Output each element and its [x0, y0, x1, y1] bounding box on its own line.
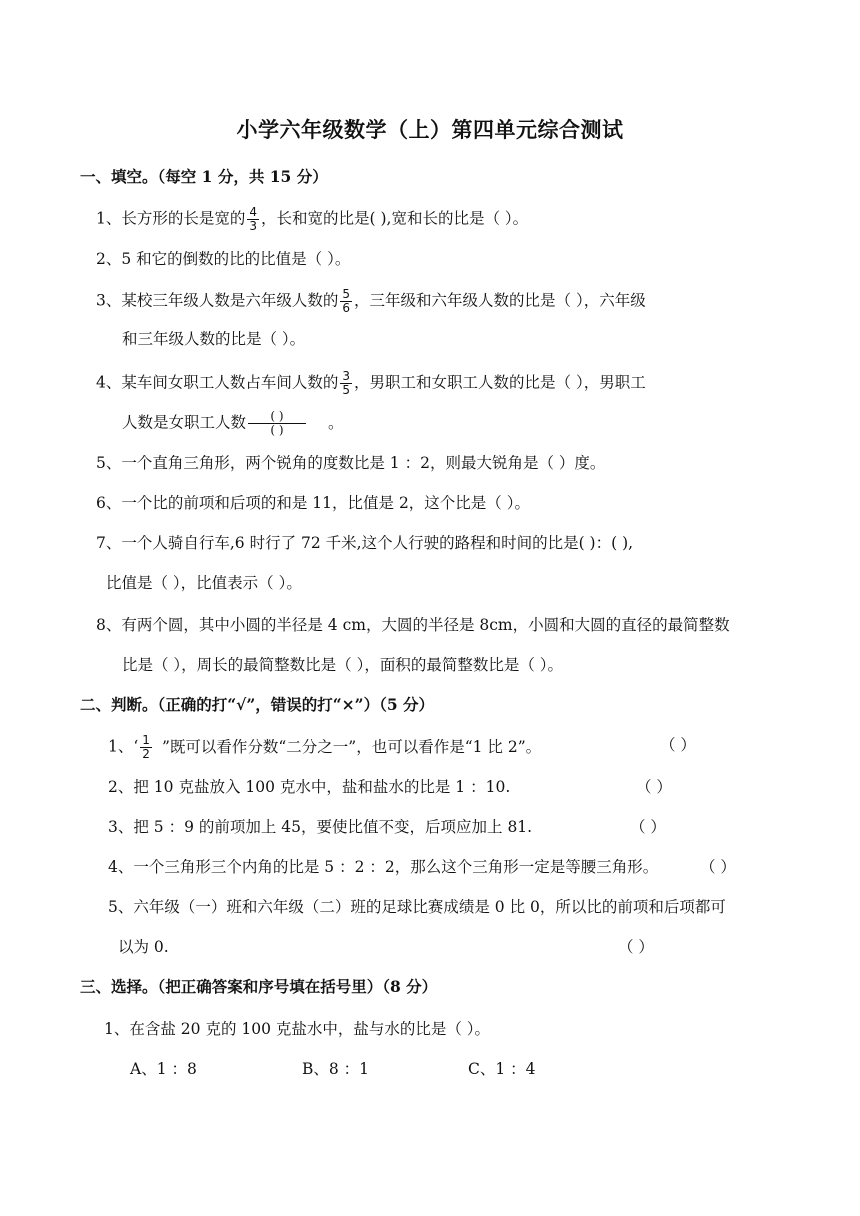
answer-paren: （ ） [618, 938, 654, 956]
question-1-2: 2、5 和它的倒数的比的比值是（ ）。 [96, 250, 351, 268]
page-title: 小学六年级数学（上）第四单元综合测试 [236, 117, 624, 142]
answer-paren: （ ） [630, 818, 666, 836]
question-2-3: 3、把 5 ：9 的前项加上 45，要使比值不变，后项应加上 81. [108, 818, 533, 836]
section-heading-multiple-choice: 三、选择。（把正确答案和序号填在括号里）（8 分） [80, 977, 438, 996]
section-heading-true-false: 二、判断。（正确的打“√”，错误的打“×”）（5 分） [80, 695, 435, 714]
question-1-6: 6、一个比的前项和后项的和是 11，比值是 2，这个比是（ ）。 [96, 494, 530, 512]
fraction: $\frac{1}{2}$ [142, 733, 150, 761]
answer-paren: （ ） [636, 778, 672, 796]
question-2-5: 5、六年级（一）班和六年级（二）班的足球比赛成绩是 0 比 0，所以比的前项和后项都可 [108, 898, 726, 916]
question-1-4: 4、某车间女职工人数占车间人数的 $\frac{3}{5}$ ，男职工和女职工人数的比是（ ），男职工 [96, 369, 646, 397]
option-b: B、8 ：1 [302, 1060, 370, 1078]
question-2-1: 1、‘ $\frac{1}{2}$ ”既可以看作分数“二分之一”，也可以看作是“1 比 2”。 [108, 733, 542, 761]
question-1-3: 3、某校三年级人数是六年级人数的 $\frac{5}{6}$ ，三年级和六年级人数的比是（ ），六年级 [96, 287, 646, 315]
question-3-1: 1、在含盐 20 克的 100 克盐水中，盐与水的比是（ ）。 [104, 1020, 491, 1038]
fraction-blank: $\frac{( )}{( )}$ [248, 410, 306, 437]
answer-paren: （ ） [700, 858, 736, 876]
fraction: $\frac{5}{6}$ [342, 287, 351, 315]
question-1-3-cont: 和三年级人数的比是（ ）。 [122, 330, 306, 348]
option-a: A、1 ：8 [130, 1060, 197, 1078]
fraction: $\frac{4}{3}$ [249, 205, 258, 233]
section-heading-fill-in: 一、填空。（每空 1 分，共 15 分） [80, 167, 328, 186]
q-text: ，长和宽的比是( ),宽和长的比是（ ）。 [261, 209, 529, 228]
question-1-7: 7、一个人骑自行车,6 时行了 72 千米,这个人行驶的路程和时间的比是( )：( ), [96, 534, 634, 552]
question-2-4: 4、一个三角形三个内角的比是 5 ：2 ：2，那么这个三角形一定是等腰三角形。 [108, 858, 659, 876]
q-text: 1、长方形的长是宽的 [96, 209, 246, 228]
question-1-4-cont: 人数是女职工人数 $\frac{( )}{( )}$ 。 [122, 409, 344, 437]
question-1-8-cont: 比是（ ），周长的最简整数比是（ ），面积的最简整数比是（ ）。 [122, 656, 564, 674]
question-2-2: 2、把 10 克盐放入 100 克水中，盐和盐水的比是 1 ：10. [108, 778, 511, 796]
answer-paren: （ ） [660, 736, 696, 754]
fraction: $\frac{3}{5}$ [342, 369, 351, 397]
question-1-8: 8、有两个圆，其中小圆的半径是 4 cm，大圆的半径是 8cm，小圆和大圆的直径的最简整数 [96, 616, 730, 634]
option-c: C、1 ：4 [468, 1060, 536, 1078]
question-1-7-cont: 比值是（ ），比值表示（ ）。 [106, 574, 302, 592]
question-2-5-cont: 以为 0. [118, 938, 169, 956]
question-1-5: 5、一个直角三角形，两个锐角的度数比是 1 ：2，则最大锐角是（ ）度。 [96, 454, 606, 472]
question-1-1 [96, 206, 528, 233]
